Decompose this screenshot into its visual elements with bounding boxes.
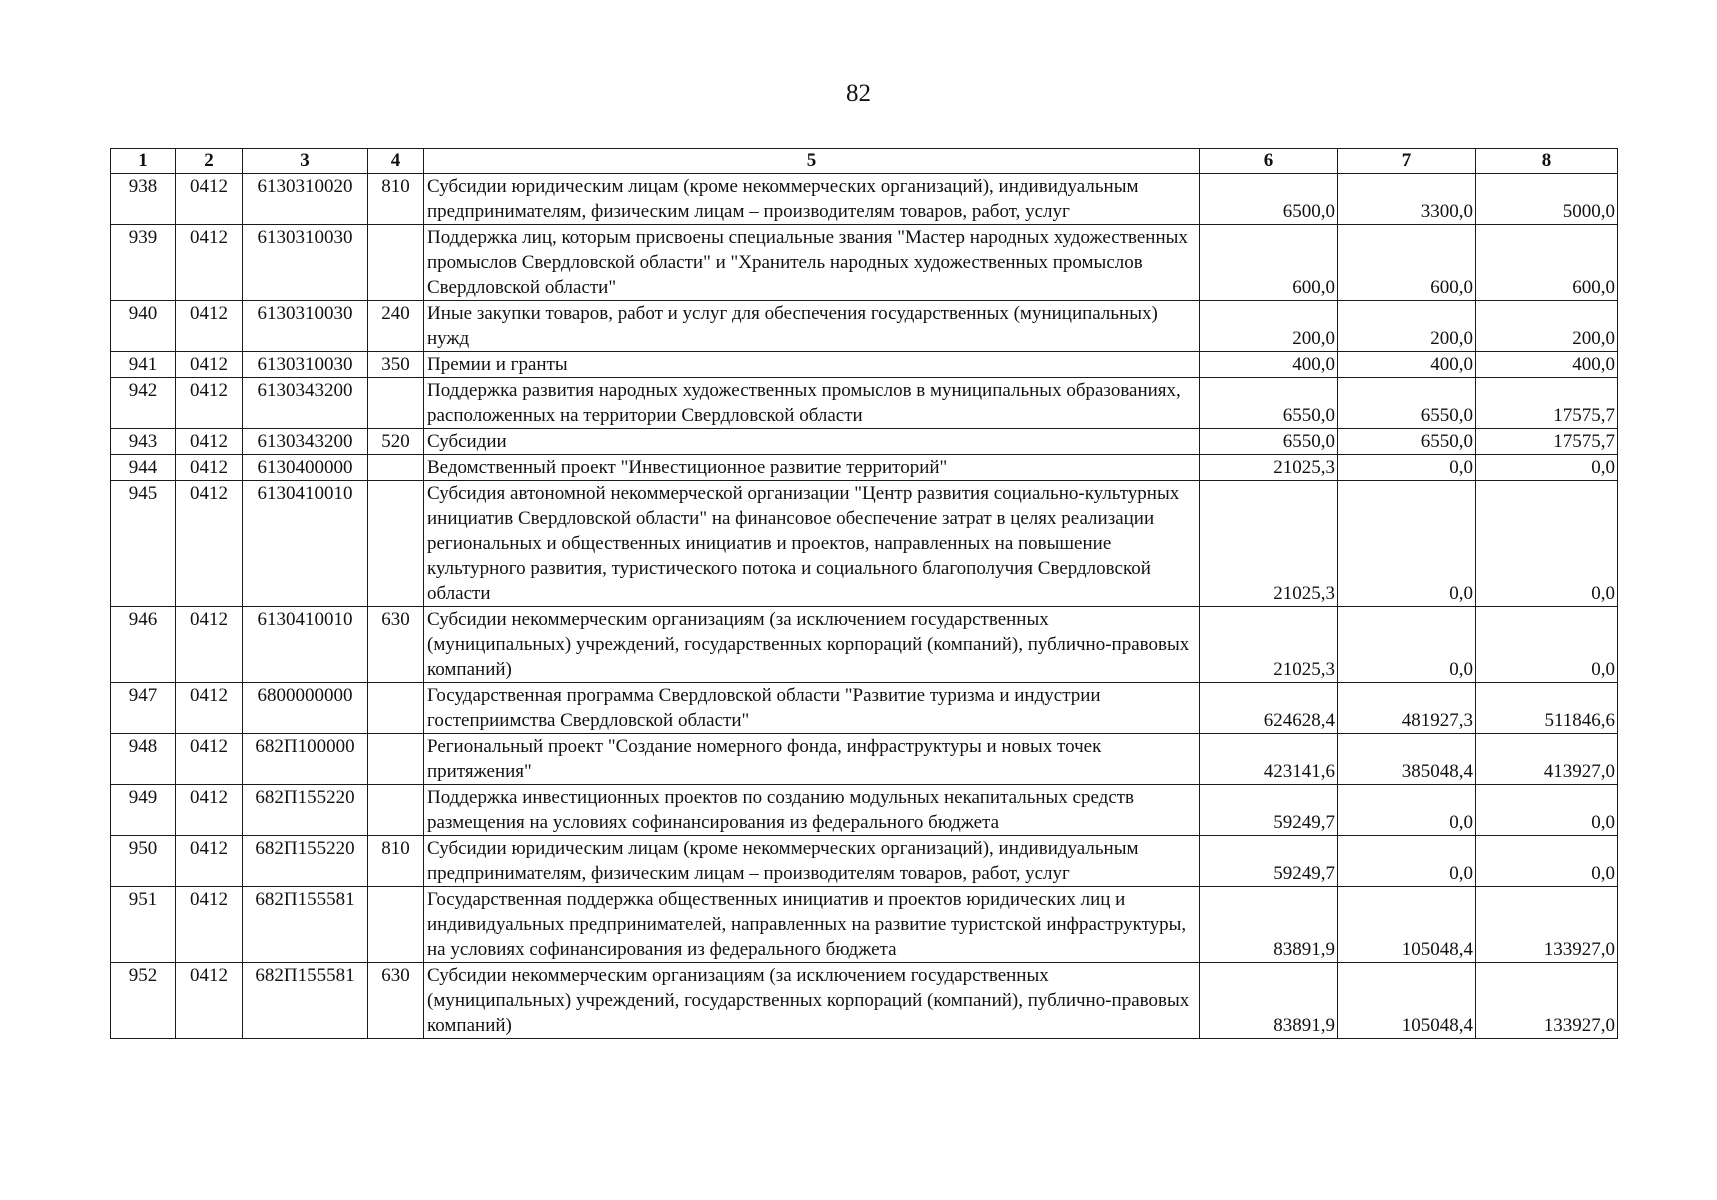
amount-col8-cell: 413927,0: [1476, 734, 1618, 785]
table-row: [111, 607, 1618, 683]
target-article-cell: 682П155220: [243, 836, 368, 887]
table-row: [111, 734, 1618, 785]
amount-col6-cell: 6500,0: [1200, 174, 1338, 225]
row-number-cell: 946: [111, 607, 176, 683]
amount-col6-cell: 83891,9: [1200, 887, 1338, 963]
table-row: [111, 225, 1618, 301]
section-code-cell: 0412: [176, 734, 243, 785]
section-code-cell: 0412: [176, 683, 243, 734]
amount-col8-cell: 511846,6: [1476, 683, 1618, 734]
description-cell: Поддержка развития народных художественных промыслов в муниципальных образованиях, расположенных на территории Свердловской области: [424, 378, 1200, 429]
description-cell: Поддержка лиц, которым присвоены специальные звания "Мастер народных художественных промыслов Свердловской области" и "Хранитель народных художественных промыслов Свердловской области": [424, 225, 1200, 301]
description-cell: Субсидии некоммерческим организациям (за исключением государственных (муниципальных) учреждений, государственных корпораций (компаний), публично-правовых компаний): [424, 607, 1200, 683]
amount-col8-cell: 200,0: [1476, 301, 1618, 352]
amount-col8-cell: 133927,0: [1476, 887, 1618, 963]
row-number-cell: 944: [111, 455, 176, 481]
section-code-cell: 0412: [176, 836, 243, 887]
expense-type-cell: 810: [368, 836, 424, 887]
expense-type-cell: 240: [368, 301, 424, 352]
description-cell: Субсидии юридическим лицам (кроме некоммерческих организаций), индивидуальным предпринимателям, физическим лицам – производителям товаров, работ, услуг: [424, 836, 1200, 887]
target-article-cell: 6130310030: [243, 352, 368, 378]
amount-col7-cell: 385048,4: [1338, 734, 1476, 785]
expense-type-cell: 630: [368, 963, 424, 1039]
expense-type-cell: 630: [368, 607, 424, 683]
target-article-cell: 682П155581: [243, 887, 368, 963]
amount-col8-cell: 133927,0: [1476, 963, 1618, 1039]
table-row: [111, 836, 1618, 887]
amount-col7-cell: 481927,3: [1338, 683, 1476, 734]
expense-type-cell: [368, 378, 424, 429]
amount-col6-cell: 6550,0: [1200, 429, 1338, 455]
expense-type-cell: [368, 455, 424, 481]
amount-col6-cell: 624628,4: [1200, 683, 1338, 734]
table-row: [111, 481, 1618, 607]
amount-col8-cell: 0,0: [1476, 481, 1618, 607]
section-code-cell: 0412: [176, 481, 243, 607]
row-number-cell: 942: [111, 378, 176, 429]
amount-col7-cell: 200,0: [1338, 301, 1476, 352]
amount-col8-cell: 600,0: [1476, 225, 1618, 301]
amount-col7-cell: 400,0: [1338, 352, 1476, 378]
table-row: [111, 455, 1618, 481]
row-number-cell: 938: [111, 174, 176, 225]
table-row: [111, 352, 1618, 378]
row-number-cell: 951: [111, 887, 176, 963]
table-row: [111, 429, 1618, 455]
target-article-cell: 6130410010: [243, 607, 368, 683]
target-article-cell: 682П155581: [243, 963, 368, 1039]
section-code-cell: 0412: [176, 301, 243, 352]
expense-type-cell: 520: [368, 429, 424, 455]
row-number-cell: 947: [111, 683, 176, 734]
amount-col7-cell: 0,0: [1338, 455, 1476, 481]
table-row: [111, 301, 1618, 352]
page-number: 82: [846, 80, 871, 107]
table-row: [111, 683, 1618, 734]
amount-col8-cell: 17575,7: [1476, 429, 1618, 455]
target-article-cell: 6130343200: [243, 429, 368, 455]
amount-col7-cell: 600,0: [1338, 225, 1476, 301]
row-number-cell: 943: [111, 429, 176, 455]
row-number-cell: 952: [111, 963, 176, 1039]
description-cell: Иные закупки товаров, работ и услуг для обеспечения государственных (муниципальных) нужд: [424, 301, 1200, 352]
column-header: 3: [243, 149, 368, 174]
amount-col6-cell: 83891,9: [1200, 963, 1338, 1039]
amount-col6-cell: 59249,7: [1200, 785, 1338, 836]
target-article-cell: 6130400000: [243, 455, 368, 481]
target-article-cell: 6130410010: [243, 481, 368, 607]
section-code-cell: 0412: [176, 887, 243, 963]
amount-col6-cell: 423141,6: [1200, 734, 1338, 785]
section-code-cell: 0412: [176, 963, 243, 1039]
description-cell: Премии и гранты: [424, 352, 1200, 378]
target-article-cell: 6130310030: [243, 301, 368, 352]
amount-col7-cell: 0,0: [1338, 607, 1476, 683]
budget-table: [110, 148, 1618, 1039]
description-cell: Субсидии: [424, 429, 1200, 455]
section-code-cell: 0412: [176, 785, 243, 836]
amount-col8-cell: 17575,7: [1476, 378, 1618, 429]
section-code-cell: 0412: [176, 455, 243, 481]
amount-col7-cell: 105048,4: [1338, 887, 1476, 963]
amount-col7-cell: 105048,4: [1338, 963, 1476, 1039]
row-number-cell: 948: [111, 734, 176, 785]
column-header: 6: [1200, 149, 1338, 174]
column-header: 1: [111, 149, 176, 174]
expense-type-cell: [368, 683, 424, 734]
row-number-cell: 950: [111, 836, 176, 887]
expense-type-cell: 810: [368, 174, 424, 225]
description-cell: Государственная программа Свердловской области "Развитие туризма и индустрии гостеприимства Свердловской области": [424, 683, 1200, 734]
table-row: [111, 174, 1618, 225]
section-code-cell: 0412: [176, 174, 243, 225]
expense-type-cell: [368, 734, 424, 785]
row-number-cell: 941: [111, 352, 176, 378]
target-article-cell: 682П100000: [243, 734, 368, 785]
expense-type-cell: [368, 887, 424, 963]
expense-type-cell: [368, 785, 424, 836]
header-row: [111, 149, 1618, 174]
table-row: [111, 378, 1618, 429]
amount-col6-cell: 200,0: [1200, 301, 1338, 352]
amount-col6-cell: 21025,3: [1200, 481, 1338, 607]
table-row: [111, 963, 1618, 1039]
amount-col8-cell: 5000,0: [1476, 174, 1618, 225]
amount-col6-cell: 6550,0: [1200, 378, 1338, 429]
row-number-cell: 945: [111, 481, 176, 607]
column-header: 8: [1476, 149, 1618, 174]
expense-type-cell: 350: [368, 352, 424, 378]
amount-col6-cell: 21025,3: [1200, 455, 1338, 481]
column-header: 5: [424, 149, 1200, 174]
amount-col8-cell: 0,0: [1476, 607, 1618, 683]
section-code-cell: 0412: [176, 607, 243, 683]
section-code-cell: 0412: [176, 378, 243, 429]
section-code-cell: 0412: [176, 352, 243, 378]
row-number-cell: 949: [111, 785, 176, 836]
amount-col8-cell: 0,0: [1476, 455, 1618, 481]
column-header: 4: [368, 149, 424, 174]
table-row: [111, 887, 1618, 963]
row-number-cell: 939: [111, 225, 176, 301]
table-body: [111, 174, 1618, 1039]
row-number-cell: 940: [111, 301, 176, 352]
description-cell: Ведомственный проект "Инвестиционное развитие территорий": [424, 455, 1200, 481]
column-header: 7: [1338, 149, 1476, 174]
target-article-cell: 6130343200: [243, 378, 368, 429]
amount-col6-cell: 21025,3: [1200, 607, 1338, 683]
expense-type-cell: [368, 481, 424, 607]
description-cell: Субсидии юридическим лицам (кроме некоммерческих организаций), индивидуальным предпринимателям, физическим лицам – производителям товаров, работ, услуг: [424, 174, 1200, 225]
section-code-cell: 0412: [176, 429, 243, 455]
expense-type-cell: [368, 225, 424, 301]
amount-col8-cell: 400,0: [1476, 352, 1618, 378]
description-cell: Региональный проект "Создание номерного фонда, инфраструктуры и новых точек притяжения": [424, 734, 1200, 785]
target-article-cell: 6130310020: [243, 174, 368, 225]
amount-col6-cell: 59249,7: [1200, 836, 1338, 887]
table-row: [111, 785, 1618, 836]
amount-col7-cell: 0,0: [1338, 785, 1476, 836]
target-article-cell: 6800000000: [243, 683, 368, 734]
amount-col7-cell: 6550,0: [1338, 429, 1476, 455]
description-cell: Субсидии некоммерческим организациям (за исключением государственных (муниципальных) учреждений, государственных корпораций (компаний), публично-правовых компаний): [424, 963, 1200, 1039]
description-cell: Поддержка инвестиционных проектов по созданию модульных некапитальных средств размещения на условиях софинансирования из федерального бюджета: [424, 785, 1200, 836]
description-cell: Субсидия автономной некоммерческой организации "Центр развития социально-культурных инициатив Свердловской области" на финансовое обеспечение затрат в целях реализации региональных и общественных инициатив и проектов, направленных на повышение культурного развития, туристического потока и социального благополучия Свердловской области: [424, 481, 1200, 607]
target-article-cell: 682П155220: [243, 785, 368, 836]
amount-col7-cell: 0,0: [1338, 481, 1476, 607]
section-code-cell: 0412: [176, 225, 243, 301]
amount-col7-cell: 3300,0: [1338, 174, 1476, 225]
column-header: 2: [176, 149, 243, 174]
amount-col7-cell: 6550,0: [1338, 378, 1476, 429]
amount-col8-cell: 0,0: [1476, 836, 1618, 887]
target-article-cell: 6130310030: [243, 225, 368, 301]
amount-col6-cell: 600,0: [1200, 225, 1338, 301]
amount-col6-cell: 400,0: [1200, 352, 1338, 378]
amount-col8-cell: 0,0: [1476, 785, 1618, 836]
description-cell: Государственная поддержка общественных инициатив и проектов юридических лиц и индивидуальных предпринимателей, направленных на развитие туристской инфраструктуры, на условиях софинансирования из федерального бюджета: [424, 887, 1200, 963]
amount-col7-cell: 0,0: [1338, 836, 1476, 887]
